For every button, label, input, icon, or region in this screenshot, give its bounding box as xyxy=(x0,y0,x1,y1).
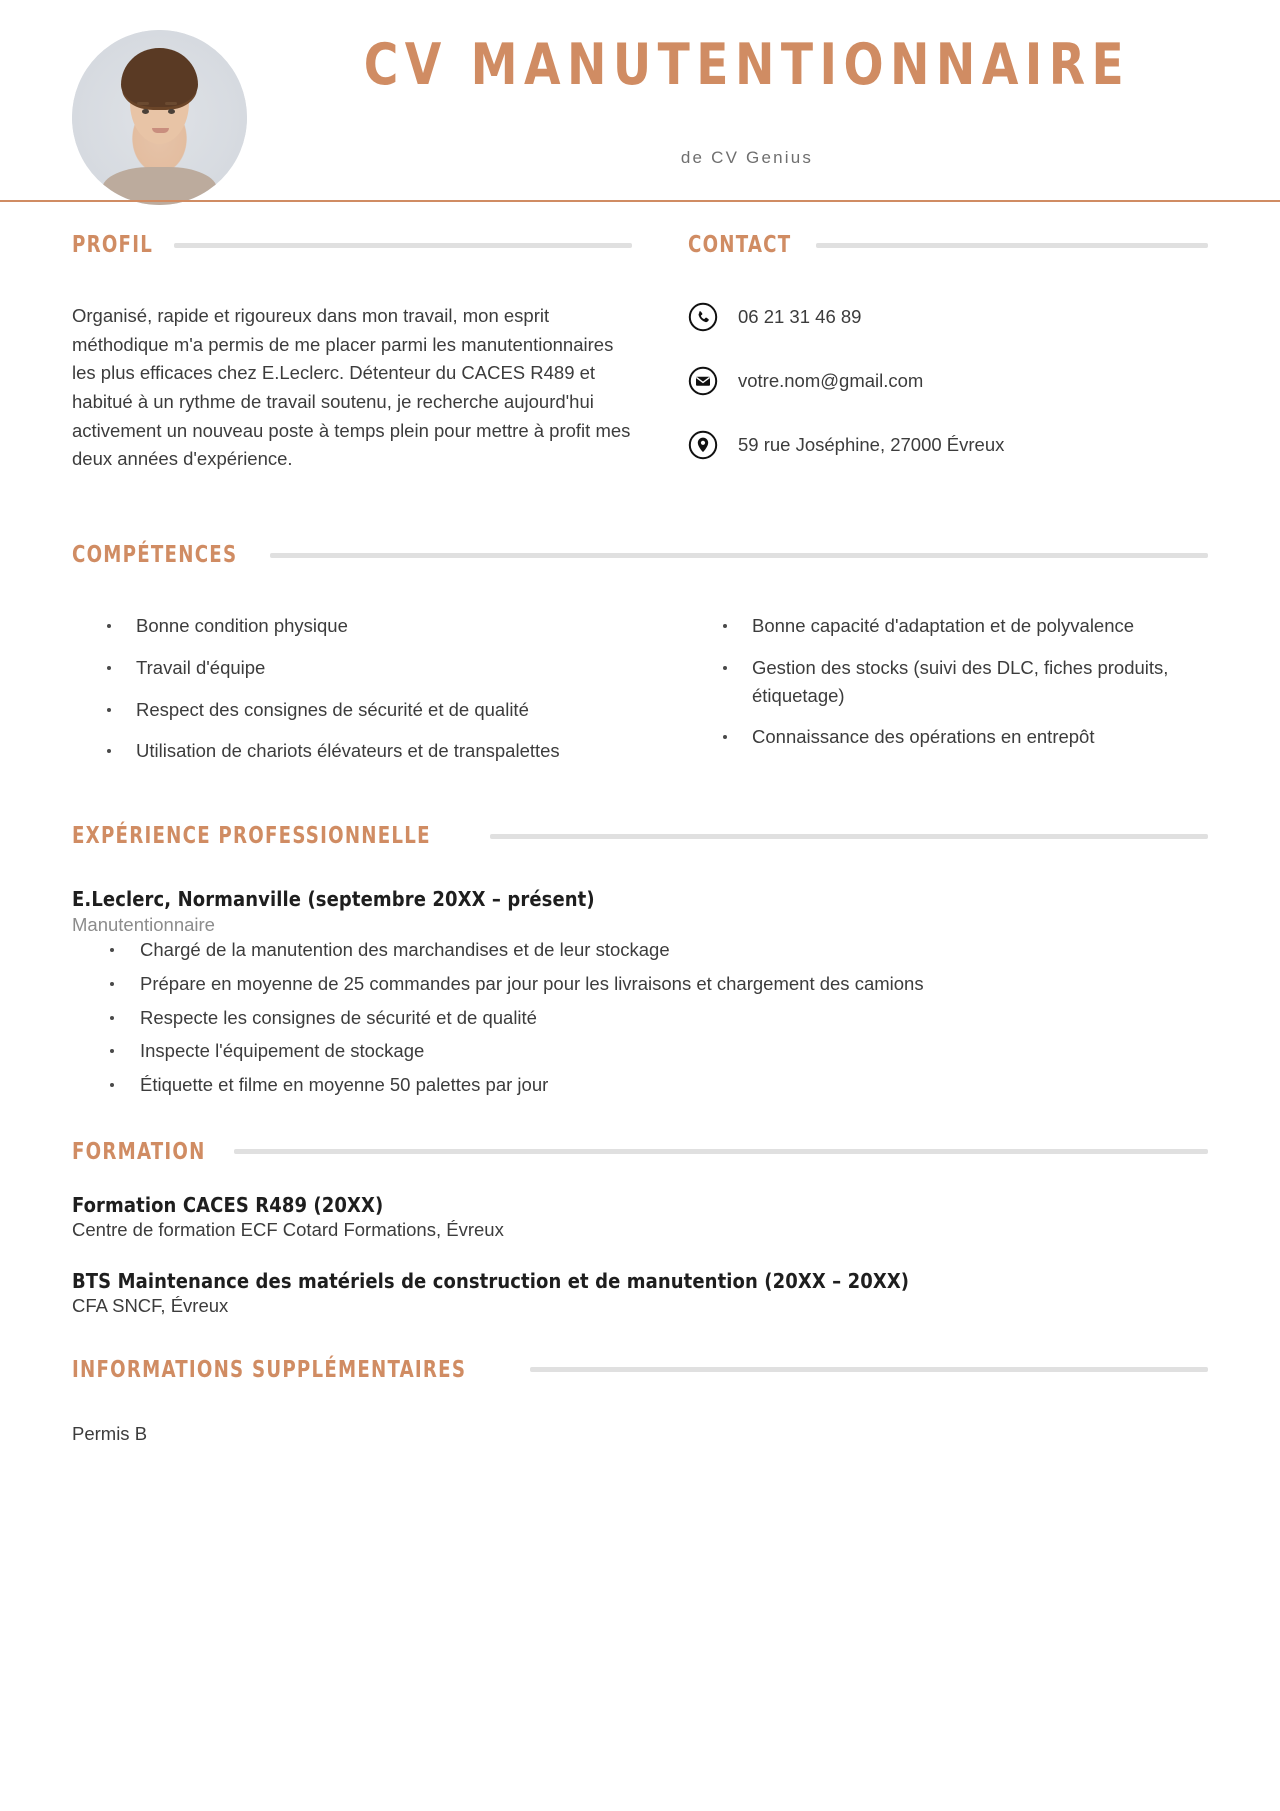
list-item: Travail d'équipe xyxy=(72,654,632,682)
contact-phone-value: 06 21 31 46 89 xyxy=(738,306,862,327)
contact-address-value: 59 rue Joséphine, 27000 Évreux xyxy=(738,434,1005,455)
list-item: Bonne capacité d'adaptation et de polyvalence xyxy=(688,612,1208,640)
contact-heading: CONTACT xyxy=(688,232,792,258)
education-entry xyxy=(72,1269,1208,1317)
phone-icon xyxy=(688,302,718,332)
cv-header xyxy=(0,0,1280,232)
list-item: Bonne condition physique xyxy=(72,612,632,640)
section-divider xyxy=(490,834,1208,839)
experience-heading: EXPÉRIENCE PROFESSIONNELLE xyxy=(72,823,431,849)
contact-item-address[interactable] xyxy=(688,430,1208,460)
education-section xyxy=(72,1139,1208,1317)
profile-section xyxy=(72,232,632,494)
profile-contact-row xyxy=(72,232,1208,494)
experience-section xyxy=(72,823,1208,1099)
additional-section-head xyxy=(72,1357,1208,1383)
education-entry-org: Centre de formation ECF Cotard Formations, Évreux xyxy=(72,1218,504,1240)
contact-section xyxy=(688,232,1208,494)
education-entry xyxy=(72,1193,1208,1241)
education-entry-title: Formation CACES R489 (20XX) xyxy=(72,1192,384,1217)
additional-heading: INFORMATIONS SUPPLÉMENTAIRES xyxy=(72,1356,467,1383)
experience-section-head xyxy=(72,823,1208,849)
experience-entry-title: E.Leclerc, Normanville (septembre 20XX – présent) xyxy=(72,887,595,911)
skills-section-head xyxy=(72,542,1208,568)
skills-section xyxy=(72,542,1208,779)
list-item: Étiquette et filme en moyenne 50 palettes par jour xyxy=(72,1071,1208,1099)
education-entry-org: CFA SNCF, Évreux xyxy=(72,1294,229,1316)
additional-section xyxy=(72,1357,1208,1445)
section-divider xyxy=(816,243,1208,248)
profile-heading: PROFIL xyxy=(72,232,154,258)
page-title: CV MANUTENTIONNAIRE xyxy=(363,32,1131,98)
profile-summary: Organisé, rapide et rigoureux dans mon travail, mon esprit méthodique m'a permis de me placer parmi les manutentionnaires les plus efficaces chez E.Leclerc. Détenteur du CACES R489 et habitué à un rythme de travail soutenu, je recherche aujourd'hui activement un nouveau poste à temps plein pour mettre à profit mes deux années d'expérience. xyxy=(72,305,631,470)
skills-heading: COMPÉTENCES xyxy=(72,542,238,568)
experience-bullets xyxy=(72,936,1208,1099)
email-icon xyxy=(688,366,718,396)
skills-list-left xyxy=(72,612,632,765)
avatar-photo xyxy=(72,30,247,205)
profile-section-head xyxy=(72,232,632,258)
list-item: Prépare en moyenne de 25 commandes par jour pour les livraisons et chargement des camions xyxy=(72,970,1208,998)
avatar-brow-left xyxy=(137,102,149,105)
list-item: Chargé de la manutention des marchandises et de leur stockage xyxy=(72,936,1208,964)
section-divider xyxy=(174,243,632,248)
avatar-mouth xyxy=(152,128,169,133)
education-entry-title: BTS Maintenance des matériels de construction et de manutention (20XX – 20XX) xyxy=(72,1268,910,1293)
avatar xyxy=(72,30,247,205)
contact-email-value: votre.nom@gmail.com xyxy=(738,370,924,391)
contact-list xyxy=(688,302,1208,460)
list-item: Respecte les consignes de sécurité et de qualité xyxy=(72,1004,1208,1032)
experience-entry xyxy=(72,887,1208,1099)
contact-section-head xyxy=(688,232,1208,258)
header-text-block xyxy=(250,32,1244,168)
avatar-hair xyxy=(121,48,198,108)
experience-entry-role: Manutentionnaire xyxy=(72,914,215,935)
list-item: Inspecte l'équipement de stockage xyxy=(72,1037,1208,1065)
avatar-brow-right xyxy=(165,102,177,105)
list-item: Connaissance des opérations en entrepôt xyxy=(688,723,1208,751)
education-heading: FORMATION xyxy=(72,1138,206,1165)
contact-item-email[interactable] xyxy=(688,366,1208,396)
skills-columns xyxy=(72,612,1208,779)
education-section-head xyxy=(72,1139,1208,1165)
list-item: Respect des consignes de sécurité et de qualité xyxy=(72,696,632,724)
list-item: Utilisation de chariots élévateurs et de transpalettes xyxy=(72,737,632,765)
section-divider xyxy=(270,553,1208,558)
skills-column-right xyxy=(688,612,1208,779)
header-divider xyxy=(0,200,1280,202)
contact-item-phone[interactable] xyxy=(688,302,1208,332)
cv-body xyxy=(0,232,1280,1445)
section-divider xyxy=(530,1367,1208,1372)
additional-text: Permis B xyxy=(72,1422,148,1444)
location-pin-icon xyxy=(688,430,718,460)
section-divider xyxy=(234,1149,1208,1154)
avatar-eye-right xyxy=(168,109,175,114)
list-item: Gestion des stocks (suivi des DLC, fiches produits, étiquetage) xyxy=(688,654,1208,710)
skills-list-right xyxy=(688,612,1208,751)
page-subtitle: de CV Genius xyxy=(680,147,814,167)
skills-column-left xyxy=(72,612,632,779)
avatar-eye-left xyxy=(142,109,149,114)
